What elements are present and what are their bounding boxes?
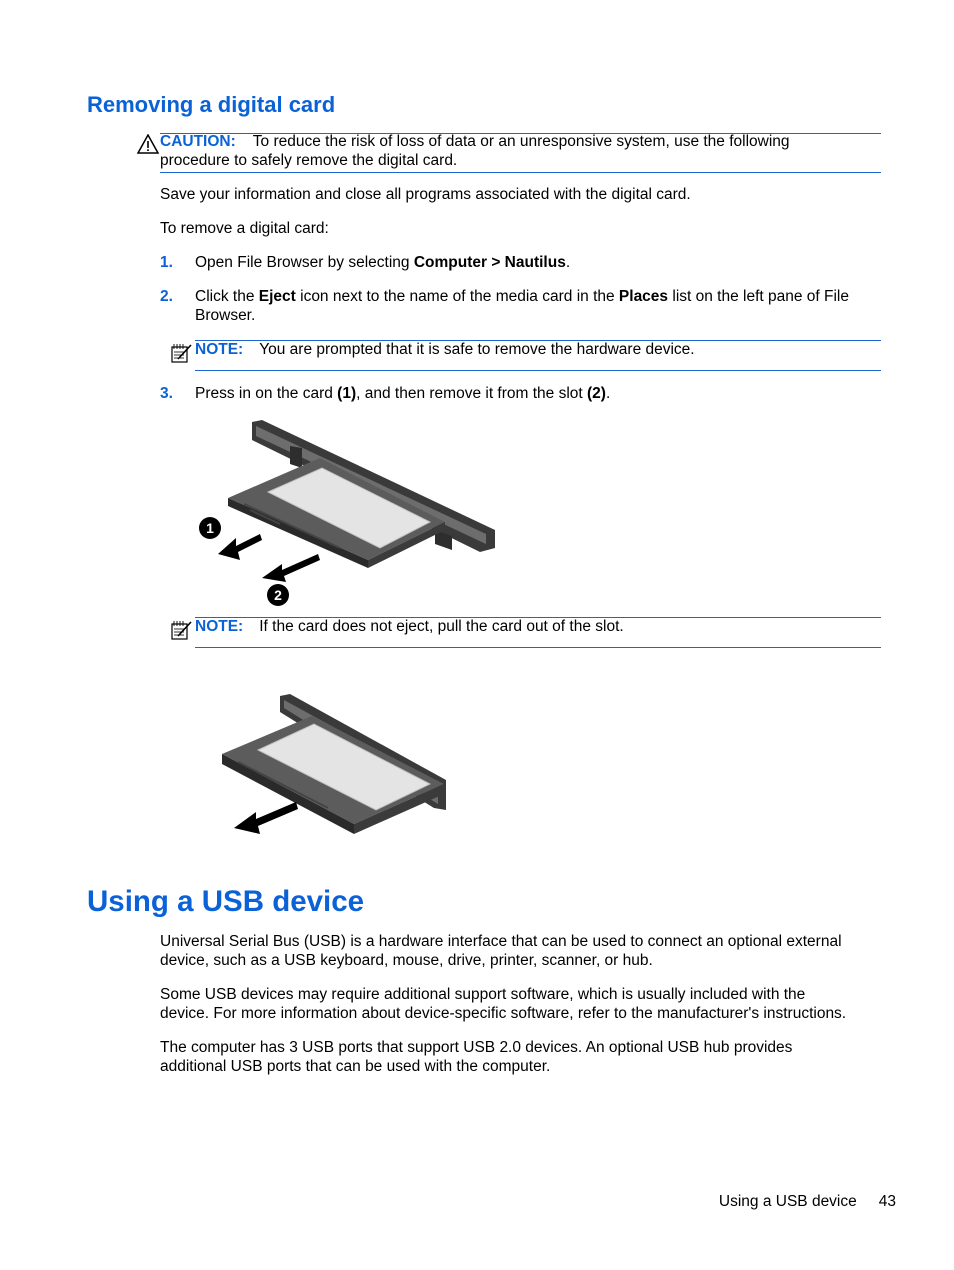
note1-bottom-rule [195, 370, 881, 371]
step-2-mid: icon next to the name of the media card in the [295, 288, 619, 305]
step-3-mid: , and then remove it from the slot [356, 385, 588, 402]
step-3-callout-2: (2) [587, 385, 606, 402]
step-2-eject: Eject [258, 288, 296, 305]
note1-label: NOTE: [195, 341, 244, 358]
caution-line2: procedure to safely remove the digital card. [160, 152, 458, 169]
paragraph-save-info: Save your information and close all programs associated with the digital card. [160, 186, 691, 203]
usb-p3-line1: The computer has 3 USB ports that support USB 2.0 devices. An optional USB hub provides [160, 1039, 793, 1056]
figure-card-eject [190, 418, 500, 610]
usb-p2-line1: Some USB devices may require additional support software, which is usually included with the [160, 986, 806, 1003]
usb-p1-line1: Universal Serial Bus (USB) is a hardware interface that can be used to connect an optional external [160, 933, 842, 950]
footer-section-title: Using a USB device [718, 1193, 857, 1210]
note2-label: NOTE: [195, 618, 244, 635]
step-3-callout-1: (1) [337, 385, 357, 402]
step-2-text [195, 287, 885, 325]
caution-bottom-rule [160, 172, 881, 173]
section-heading: Removing a digital card [87, 92, 336, 117]
page-footer [719, 1192, 896, 1211]
note-icon [170, 619, 194, 641]
caution-label: CAUTION: [160, 133, 236, 150]
note-icon [170, 342, 194, 364]
figure-callout-2: 2 [274, 587, 282, 603]
usb-paragraph-1 [160, 932, 880, 970]
warning-icon [137, 134, 159, 154]
usb-p3-line2: additional USB ports that can be used with the computer. [160, 1058, 551, 1075]
step-1-pre: Open File Browser by selecting [195, 254, 414, 271]
page-number: 43 [878, 1193, 896, 1210]
note1-text: You are prompted that it is safe to remove the hardware device. [259, 341, 695, 358]
step-1-post: . [565, 254, 571, 271]
step-2-post: list on the left pane of File [668, 288, 849, 305]
caution-line1: To reduce the risk of loss of data or an unresponsive system, use the following [252, 133, 790, 150]
usb-p2-line2: device. For more information about device-specific software, refer to the manufacturer's instructions. [160, 1005, 847, 1022]
figure-card-pull [218, 692, 450, 840]
step-3-post: . [605, 385, 611, 402]
paragraph-to-remove: To remove a digital card: [160, 220, 329, 237]
note2-bottom-rule [195, 647, 881, 648]
step-2-pre: Click the [195, 288, 259, 305]
usb-p1-line2: device, such as a USB keyboard, mouse, drive, printer, scanner, or hub. [160, 952, 653, 969]
step-2-places: Places [618, 288, 669, 305]
step-1-text [195, 253, 885, 272]
step-2-number: 2. [160, 288, 173, 305]
step-1-number: 1. [160, 254, 173, 271]
usb-paragraph-2 [160, 985, 900, 1023]
note2 [195, 617, 881, 636]
figure-callout-1: 1 [206, 520, 214, 536]
usb-paragraph-3 [160, 1038, 880, 1076]
note2-text: If the card does not eject, pull the card out of the slot. [259, 618, 624, 635]
note1 [195, 340, 881, 359]
step-3-text [195, 384, 885, 403]
step-1-menu-path: Computer > Nautilus [413, 254, 566, 271]
step-2-line2: Browser. [195, 307, 256, 324]
caution-text [160, 132, 881, 170]
step-3-number: 3. [160, 385, 173, 402]
step-3-pre: Press in on the card [195, 385, 338, 402]
usb-heading: Using a USB device [87, 885, 365, 918]
